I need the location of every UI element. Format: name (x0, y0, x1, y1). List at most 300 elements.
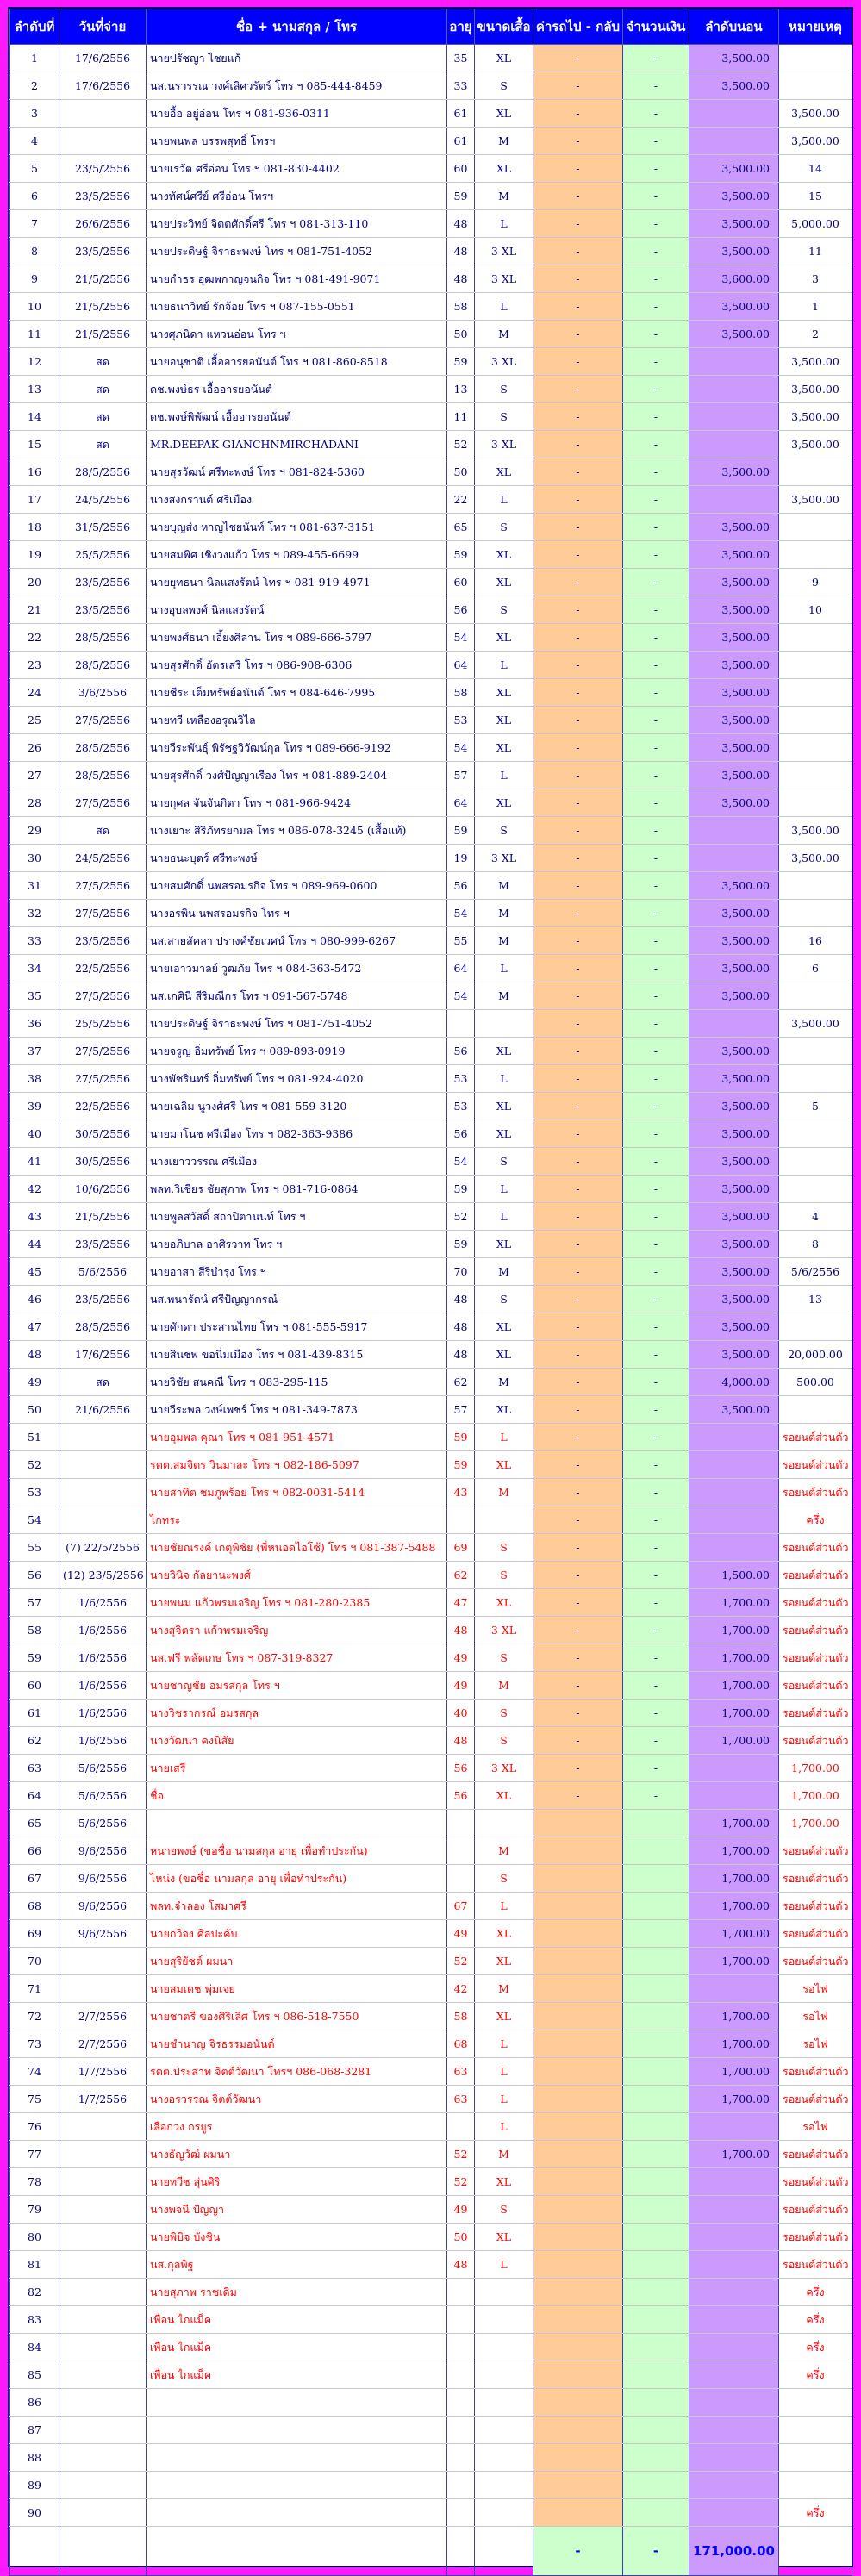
cell-name[interactable]: นายพูลสวัสดิ์ สถาปิตานนท์ โทร ฯ (147, 1203, 447, 1231)
cell-age[interactable]: 48 (447, 1341, 475, 1369)
cell-no[interactable]: 7 (10, 210, 59, 238)
cell-no[interactable]: 38 (10, 1065, 59, 1093)
cell-age[interactable]: 42 (447, 1975, 475, 2003)
cell-size[interactable]: XL (475, 707, 533, 734)
cell-size[interactable]: 3 XL (475, 238, 533, 265)
cell-note[interactable]: 3,500.00 (779, 817, 852, 845)
cell-age[interactable]: 64 (447, 955, 475, 982)
cell-size[interactable]: XL (475, 1948, 533, 1975)
cell-travel[interactable]: - (533, 1120, 623, 1148)
cell-date[interactable]: 21/5/2556 (59, 293, 147, 321)
cell-date[interactable]: 31/5/2556 (59, 514, 147, 541)
cell-age[interactable]: 52 (447, 1948, 475, 1975)
cell-date[interactable]: 3/6/2556 (59, 679, 147, 707)
cell-size[interactable]: M (475, 1369, 533, 1396)
cell-size[interactable]: S (475, 72, 533, 100)
cell-note[interactable]: รอยนต์ส่วนตัว (779, 1562, 852, 1589)
cell-note[interactable]: ครึ่ง (779, 2499, 852, 2527)
cell-date[interactable]: สด (59, 376, 147, 403)
cell-amount[interactable]: - (623, 155, 689, 183)
cell-no[interactable]: 11 (10, 321, 59, 348)
cell-amount[interactable]: - (623, 900, 689, 927)
cell-note[interactable] (779, 72, 852, 100)
cell-paid[interactable]: 3,500.00 (689, 1120, 779, 1148)
cell-date[interactable]: 17/6/2556 (59, 1341, 147, 1369)
cell-no[interactable]: 67 (10, 1865, 59, 1893)
cell-amount[interactable]: - (623, 45, 689, 72)
cell-name[interactable]: นส.เกศินี สีริมณีกร โทร ฯ 091-567-5748 (147, 982, 447, 1010)
cell-no[interactable]: 22 (10, 624, 59, 652)
cell-size[interactable] (475, 2444, 533, 2472)
cell-no[interactable]: 48 (10, 1341, 59, 1369)
cell-amount[interactable]: - (623, 1755, 689, 1782)
cell-date[interactable] (59, 1424, 147, 1451)
cell-date[interactable]: 17/6/2556 (59, 72, 147, 100)
cell-name[interactable]: นายอภิบาล อาศิรวาท โทร ฯ (147, 1231, 447, 1258)
cell-note[interactable] (779, 45, 852, 72)
cell-note[interactable] (779, 679, 852, 707)
cell-amount[interactable]: - (623, 265, 689, 293)
cell-travel[interactable]: - (533, 1176, 623, 1203)
cell-travel[interactable]: - (533, 1506, 623, 1534)
header-paid[interactable]: ลำดับนอน (689, 9, 779, 45)
cell-name[interactable]: นายทวีช สุ่นศิริ (147, 2168, 447, 2196)
cell-size[interactable]: S (475, 1865, 533, 1893)
cell-no[interactable]: 71 (10, 1975, 59, 2003)
cell-travel[interactable]: - (533, 1424, 623, 1451)
cell-name[interactable]: นางเยาววรรณ ศรีเมือง (147, 1148, 447, 1176)
cell-age[interactable]: 57 (447, 762, 475, 789)
cell-size[interactable] (475, 1010, 533, 1038)
cell-name[interactable]: นายพิบิจ บังชิน (147, 2224, 447, 2251)
cell-amount[interactable] (623, 2472, 689, 2499)
cell-name[interactable]: นส.สายสัคลา ปรางค์ชัยเวศน์ โทร ฯ 080-999-6267 (147, 927, 447, 955)
cell-name[interactable]: นางธัญวัฒ์ ผมนา (147, 2141, 447, 2168)
cell-date[interactable] (59, 1479, 147, 1506)
cell-travel[interactable]: - (533, 789, 623, 817)
cell-paid[interactable]: 1,700.00 (689, 2086, 779, 2113)
cell-paid[interactable] (689, 2334, 779, 2361)
cell-paid[interactable]: 1,700.00 (689, 1644, 779, 1672)
cell-travel[interactable]: - (533, 486, 623, 514)
cell-age[interactable] (447, 2113, 475, 2141)
cell-note[interactable] (779, 1148, 852, 1176)
cell-age[interactable]: 48 (447, 265, 475, 293)
cell-date[interactable]: 23/5/2556 (59, 155, 147, 183)
cell-date[interactable]: 30/5/2556 (59, 1148, 147, 1176)
cell-no[interactable]: 72 (10, 2003, 59, 2030)
cell-travel[interactable]: - (533, 1231, 623, 1258)
total-paid[interactable]: 171,000.00 (689, 2527, 779, 2576)
cell-amount[interactable]: - (623, 541, 689, 569)
cell-name[interactable]: นายยุทธนา นิลแสงรัตน์ โทร ฯ 081-919-4971 (147, 569, 447, 596)
cell-age[interactable]: 57 (447, 1396, 475, 1424)
cell-no[interactable]: 29 (10, 817, 59, 845)
cell-age[interactable]: 58 (447, 2003, 475, 2030)
cell-date[interactable]: 5/6/2556 (59, 1258, 147, 1286)
cell-age[interactable]: 40 (447, 1700, 475, 1727)
cell-amount[interactable]: - (623, 1479, 689, 1506)
cell-paid[interactable]: 3,500.00 (689, 789, 779, 817)
cell-name[interactable]: นางวัฒนา คงนิสัย (147, 1727, 447, 1755)
cell-date[interactable]: 28/5/2556 (59, 1313, 147, 1341)
cell-date[interactable] (59, 2444, 147, 2472)
cell-note[interactable]: 3,500.00 (779, 1010, 852, 1038)
cell-no[interactable]: 47 (10, 1313, 59, 1341)
cell-date[interactable]: 2/7/2556 (59, 2003, 147, 2030)
cell-travel[interactable]: - (533, 596, 623, 624)
cell-size[interactable] (475, 2417, 533, 2444)
cell-age[interactable]: 43 (447, 1479, 475, 1506)
cell-note[interactable] (779, 541, 852, 569)
cell-note[interactable]: รอยนต์ส่วนตัว (779, 1589, 852, 1617)
cell-note[interactable]: รอไฟ (779, 1975, 852, 2003)
cell-size[interactable]: M (475, 1837, 533, 1865)
cell-no[interactable]: 89 (10, 2472, 59, 2499)
cell-paid[interactable]: 1,700.00 (689, 1837, 779, 1865)
cell-size[interactable]: M (475, 183, 533, 210)
cell-travel[interactable]: - (533, 1755, 623, 1782)
cell-note[interactable]: รอยนต์ส่วนตัว (779, 2251, 852, 2279)
cell-note[interactable]: 14 (779, 155, 852, 183)
cell-no[interactable]: 21 (10, 596, 59, 624)
cell-no[interactable]: 18 (10, 514, 59, 541)
cell-note[interactable]: รอไฟ (779, 2030, 852, 2058)
cell-paid[interactable]: 3,500.00 (689, 210, 779, 238)
cell-no[interactable]: 49 (10, 1369, 59, 1396)
cell-size[interactable]: 3 XL (475, 845, 533, 872)
cell-note[interactable]: รอไฟ (779, 2003, 852, 2030)
cell-size[interactable]: L (475, 1203, 533, 1231)
cell-travel[interactable] (533, 2224, 623, 2251)
cell-age[interactable]: 64 (447, 652, 475, 679)
cell-no[interactable]: 3 (10, 100, 59, 128)
cell-note[interactable]: 5,000.00 (779, 210, 852, 238)
cell-name[interactable]: นายชีระ เต็มทรัพย์อนันต์ โทร ฯ 084-646-7995 (147, 679, 447, 707)
cell-age[interactable]: 56 (447, 596, 475, 624)
cell-date[interactable]: 27/5/2556 (59, 872, 147, 900)
cell-no[interactable]: 2 (10, 72, 59, 100)
cell-no[interactable]: 86 (10, 2389, 59, 2417)
cell-amount[interactable]: - (623, 1534, 689, 1562)
cell-amount[interactable]: - (623, 1203, 689, 1231)
cell-paid[interactable]: 1,700.00 (689, 1865, 779, 1893)
cell-size[interactable] (475, 2306, 533, 2334)
cell-no[interactable]: 82 (10, 2279, 59, 2306)
cell-travel[interactable]: - (533, 1203, 623, 1231)
cell-paid[interactable] (689, 100, 779, 128)
cell-amount[interactable]: - (623, 845, 689, 872)
cell-amount[interactable]: - (623, 1065, 689, 1093)
cell-age[interactable]: 59 (447, 183, 475, 210)
cell-amount[interactable] (623, 2058, 689, 2086)
cell-name[interactable]: ดช.พงษ์ธร เอื้ออารยอนันต์ (147, 376, 447, 403)
cell-size[interactable]: S (475, 1727, 533, 1755)
cell-age[interactable]: 22 (447, 486, 475, 514)
cell-paid[interactable]: 1,700.00 (689, 1920, 779, 1948)
cell-date[interactable]: 28/5/2556 (59, 624, 147, 652)
cell-date[interactable]: 28/5/2556 (59, 458, 147, 486)
cell-age[interactable]: 64 (447, 789, 475, 817)
cell-date[interactable] (59, 100, 147, 128)
total-cell-date[interactable] (59, 2527, 147, 2576)
cell-no[interactable]: 27 (10, 762, 59, 789)
cell-date[interactable]: 1/6/2556 (59, 1700, 147, 1727)
cell-travel[interactable]: - (533, 1148, 623, 1176)
cell-no[interactable]: 37 (10, 1038, 59, 1065)
header-no[interactable]: ลำดับที่ (10, 9, 59, 45)
cell-date[interactable]: 9/6/2556 (59, 1865, 147, 1893)
cell-no[interactable]: 66 (10, 1837, 59, 1865)
cell-age[interactable]: 48 (447, 1727, 475, 1755)
cell-paid[interactable] (689, 2499, 779, 2527)
cell-amount[interactable]: - (623, 1589, 689, 1617)
cell-travel[interactable] (533, 2417, 623, 2444)
cell-amount[interactable]: - (623, 348, 689, 376)
cell-name[interactable]: นายจรูญ อิ่มทรัพย์ โทร ฯ 089-893-0919 (147, 1038, 447, 1065)
cell-age[interactable]: 52 (447, 2168, 475, 2196)
cell-name[interactable]: นายเสรี (147, 1755, 447, 1782)
cell-size[interactable]: XL (475, 1396, 533, 1424)
cell-no[interactable]: 23 (10, 652, 59, 679)
cell-travel[interactable]: - (533, 927, 623, 955)
cell-travel[interactable]: - (533, 403, 623, 431)
cell-size[interactable]: M (475, 128, 533, 155)
cell-date[interactable]: 30/5/2556 (59, 1120, 147, 1148)
cell-name[interactable]: นายเฉลิม นูวงศ์ศรี โทร ฯ 081-559-3120 (147, 1093, 447, 1120)
cell-travel[interactable]: - (533, 652, 623, 679)
cell-paid[interactable]: 3,500.00 (689, 1313, 779, 1341)
cell-paid[interactable]: 3,500.00 (689, 734, 779, 762)
cell-name[interactable]: นายมาโนช ศรีเมือง โทร ฯ 082-363-9386 (147, 1120, 447, 1148)
cell-size[interactable]: XL (475, 789, 533, 817)
cell-name[interactable]: นายชาตรี ของศิริเลิศ โทร ฯ 086-518-7550 (147, 2003, 447, 2030)
cell-name[interactable]: นายสินชพ ขอนิ่มเมือง โทร ฯ 081-439-8315 (147, 1341, 447, 1369)
cell-amount[interactable] (623, 1975, 689, 2003)
cell-age[interactable]: 67 (447, 1893, 475, 1920)
cell-date[interactable] (59, 2224, 147, 2251)
cell-no[interactable]: 52 (10, 1451, 59, 1479)
cell-date[interactable]: 25/5/2556 (59, 1010, 147, 1038)
cell-paid[interactable]: 1,700.00 (689, 1727, 779, 1755)
cell-amount[interactable]: - (623, 1258, 689, 1286)
cell-age[interactable]: 54 (447, 1148, 475, 1176)
cell-note[interactable] (779, 982, 852, 1010)
cell-name[interactable]: นายสมเดช พุ่มเจย (147, 1975, 447, 2003)
cell-note[interactable]: 3,500.00 (779, 100, 852, 128)
cell-date[interactable]: 21/5/2556 (59, 265, 147, 293)
cell-paid[interactable] (689, 2224, 779, 2251)
cell-date[interactable] (59, 2417, 147, 2444)
cell-name[interactable]: เพื่อน ไกแม็ค (147, 2361, 447, 2389)
cell-travel[interactable] (533, 2251, 623, 2279)
cell-travel[interactable] (533, 1837, 623, 1865)
cell-amount[interactable]: - (623, 321, 689, 348)
cell-date[interactable]: 17/6/2556 (59, 45, 147, 72)
cell-size[interactable]: M (475, 1975, 533, 2003)
cell-date[interactable] (59, 2168, 147, 2196)
cell-amount[interactable]: - (623, 1010, 689, 1038)
header-note[interactable]: หมายเหตุ (779, 9, 852, 45)
cell-date[interactable]: 1/6/2556 (59, 1617, 147, 1644)
cell-travel[interactable]: - (533, 1286, 623, 1313)
cell-amount[interactable] (623, 2444, 689, 2472)
cell-paid[interactable]: 3,500.00 (689, 238, 779, 265)
cell-size[interactable]: L (475, 2086, 533, 2113)
cell-amount[interactable]: - (623, 293, 689, 321)
cell-name[interactable]: เสือกวง กรยูร (147, 2113, 447, 2141)
cell-age[interactable]: 48 (447, 210, 475, 238)
cell-no[interactable]: 61 (10, 1700, 59, 1727)
cell-size[interactable]: L (475, 2113, 533, 2141)
cell-age[interactable]: 56 (447, 872, 475, 900)
cell-note[interactable] (779, 1038, 852, 1065)
cell-travel[interactable]: - (533, 100, 623, 128)
cell-date[interactable]: 1/6/2556 (59, 1644, 147, 1672)
cell-size[interactable]: XL (475, 1313, 533, 1341)
cell-name[interactable]: พลท.จำลอง โสมาศรี (147, 1893, 447, 1920)
cell-date[interactable]: 1/6/2556 (59, 1672, 147, 1700)
cell-size[interactable]: M (475, 1479, 533, 1506)
cell-amount[interactable] (623, 1865, 689, 1893)
cell-date[interactable] (59, 2389, 147, 2417)
cell-name[interactable]: นายอุมพล คุณา โทร ฯ 081-951-4571 (147, 1424, 447, 1451)
cell-name[interactable]: MR.DEEPAK GIANCHNMIRCHADANI (147, 431, 447, 458)
cell-note[interactable]: 13 (779, 1286, 852, 1313)
cell-name[interactable]: นายประดิษฐ์ จิราธะพงษ์ โทร ฯ 081-751-4052 (147, 238, 447, 265)
cell-amount[interactable] (623, 2279, 689, 2306)
cell-travel[interactable]: - (533, 1010, 623, 1038)
cell-no[interactable]: 5 (10, 155, 59, 183)
cell-date[interactable]: 27/5/2556 (59, 982, 147, 1010)
cell-age[interactable]: 33 (447, 72, 475, 100)
cell-paid[interactable]: 3,500.00 (689, 1396, 779, 1424)
cell-travel[interactable]: - (533, 1065, 623, 1093)
cell-date[interactable] (59, 2499, 147, 2527)
cell-size[interactable]: S (475, 1562, 533, 1589)
cell-size[interactable]: XL (475, 2003, 533, 2030)
cell-date[interactable]: 23/5/2556 (59, 1231, 147, 1258)
cell-age[interactable]: 52 (447, 2141, 475, 2168)
cell-note[interactable]: 11 (779, 238, 852, 265)
cell-amount[interactable] (623, 1837, 689, 1865)
cell-note[interactable]: 3 (779, 265, 852, 293)
cell-note[interactable]: รอยนต์ส่วนตัว (779, 1837, 852, 1865)
cell-travel[interactable]: - (533, 707, 623, 734)
cell-amount[interactable]: - (623, 927, 689, 955)
cell-age[interactable]: 59 (447, 348, 475, 376)
cell-no[interactable]: 63 (10, 1755, 59, 1782)
cell-name[interactable]: นายสุรวัฒน์ ศรีทะพงษ์ โทร ฯ 081-824-5360 (147, 458, 447, 486)
cell-paid[interactable]: 3,500.00 (689, 707, 779, 734)
cell-note[interactable]: ครึ่ง (779, 2334, 852, 2361)
cell-amount[interactable] (623, 2306, 689, 2334)
cell-no[interactable]: 12 (10, 348, 59, 376)
cell-paid[interactable] (689, 2251, 779, 2279)
cell-paid[interactable]: 3,500.00 (689, 514, 779, 541)
cell-no[interactable]: 45 (10, 1258, 59, 1286)
cell-note[interactable]: ครึ่ง (779, 2279, 852, 2306)
cell-name[interactable]: นายกุศล จันจันกิตา โทร ฯ 081-966-9424 (147, 789, 447, 817)
cell-note[interactable]: รอยนต์ส่วนตัว (779, 1534, 852, 1562)
cell-amount[interactable] (623, 2334, 689, 2361)
cell-size[interactable]: XL (475, 458, 533, 486)
cell-travel[interactable] (533, 1975, 623, 2003)
cell-size[interactable] (475, 2279, 533, 2306)
cell-paid[interactable] (689, 817, 779, 845)
cell-no[interactable]: 59 (10, 1644, 59, 1672)
cell-amount[interactable] (623, 2003, 689, 2030)
cell-age[interactable] (447, 1010, 475, 1038)
cell-date[interactable] (59, 2196, 147, 2224)
cell-note[interactable]: รอยนต์ส่วนตัว (779, 1479, 852, 1506)
cell-age[interactable]: 13 (447, 376, 475, 403)
cell-paid[interactable]: 1,700.00 (689, 1672, 779, 1700)
cell-no[interactable]: 1 (10, 45, 59, 72)
cell-paid[interactable] (689, 845, 779, 872)
cell-note[interactable] (779, 514, 852, 541)
cell-paid[interactable]: 3,500.00 (689, 72, 779, 100)
cell-note[interactable]: รอยนต์ส่วนตัว (779, 2196, 852, 2224)
cell-amount[interactable]: - (623, 1369, 689, 1396)
cell-paid[interactable] (689, 1975, 779, 2003)
cell-age[interactable] (447, 2444, 475, 2472)
cell-paid[interactable]: 1,500.00 (689, 1562, 779, 1589)
cell-paid[interactable] (689, 1506, 779, 1534)
header-amount[interactable]: จำนวนเงิน (623, 9, 689, 45)
cell-date[interactable]: สด (59, 817, 147, 845)
cell-age[interactable]: 49 (447, 2196, 475, 2224)
cell-paid[interactable] (689, 2417, 779, 2444)
cell-travel[interactable]: - (533, 569, 623, 596)
cell-date[interactable]: 28/5/2556 (59, 652, 147, 679)
cell-paid[interactable]: 1,700.00 (689, 1893, 779, 1920)
cell-date[interactable]: 23/5/2556 (59, 238, 147, 265)
cell-age[interactable] (447, 1810, 475, 1837)
cell-size[interactable]: M (475, 900, 533, 927)
cell-amount[interactable]: - (623, 1782, 689, 1810)
cell-travel[interactable]: - (533, 155, 623, 183)
cell-no[interactable]: 40 (10, 1120, 59, 1148)
cell-size[interactable]: S (475, 1148, 533, 1176)
cell-paid[interactable]: 3,500.00 (689, 596, 779, 624)
cell-size[interactable]: 3 XL (475, 431, 533, 458)
cell-date[interactable]: 26/6/2556 (59, 210, 147, 238)
cell-name[interactable]: นายวีระพันธุ์ พิรัชฐวิวัฒน์กุล โทร ฯ 089-666-9192 (147, 734, 447, 762)
cell-age[interactable]: 60 (447, 569, 475, 596)
cell-size[interactable]: 3 XL (475, 1617, 533, 1644)
cell-age[interactable]: 48 (447, 1286, 475, 1313)
cell-age[interactable]: 56 (447, 1782, 475, 1810)
cell-no[interactable]: 20 (10, 569, 59, 596)
cell-date[interactable] (59, 2279, 147, 2306)
cell-no[interactable]: 64 (10, 1782, 59, 1810)
cell-name[interactable]: นายทวี เหลืองอรุณวิไล (147, 707, 447, 734)
cell-size[interactable]: M (475, 982, 533, 1010)
cell-no[interactable]: 43 (10, 1203, 59, 1231)
cell-name[interactable]: นางสงกรานต์ ศรีเมือง (147, 486, 447, 514)
cell-age[interactable] (447, 2499, 475, 2527)
cell-date[interactable]: สด (59, 348, 147, 376)
cell-travel[interactable] (533, 2030, 623, 2058)
cell-date[interactable]: 24/5/2556 (59, 845, 147, 872)
cell-amount[interactable]: - (623, 1506, 689, 1534)
cell-no[interactable]: 30 (10, 845, 59, 872)
cell-size[interactable]: S (475, 1534, 533, 1562)
cell-travel[interactable]: - (533, 1369, 623, 1396)
cell-no[interactable]: 51 (10, 1424, 59, 1451)
cell-note[interactable]: 1,700.00 (779, 1782, 852, 1810)
